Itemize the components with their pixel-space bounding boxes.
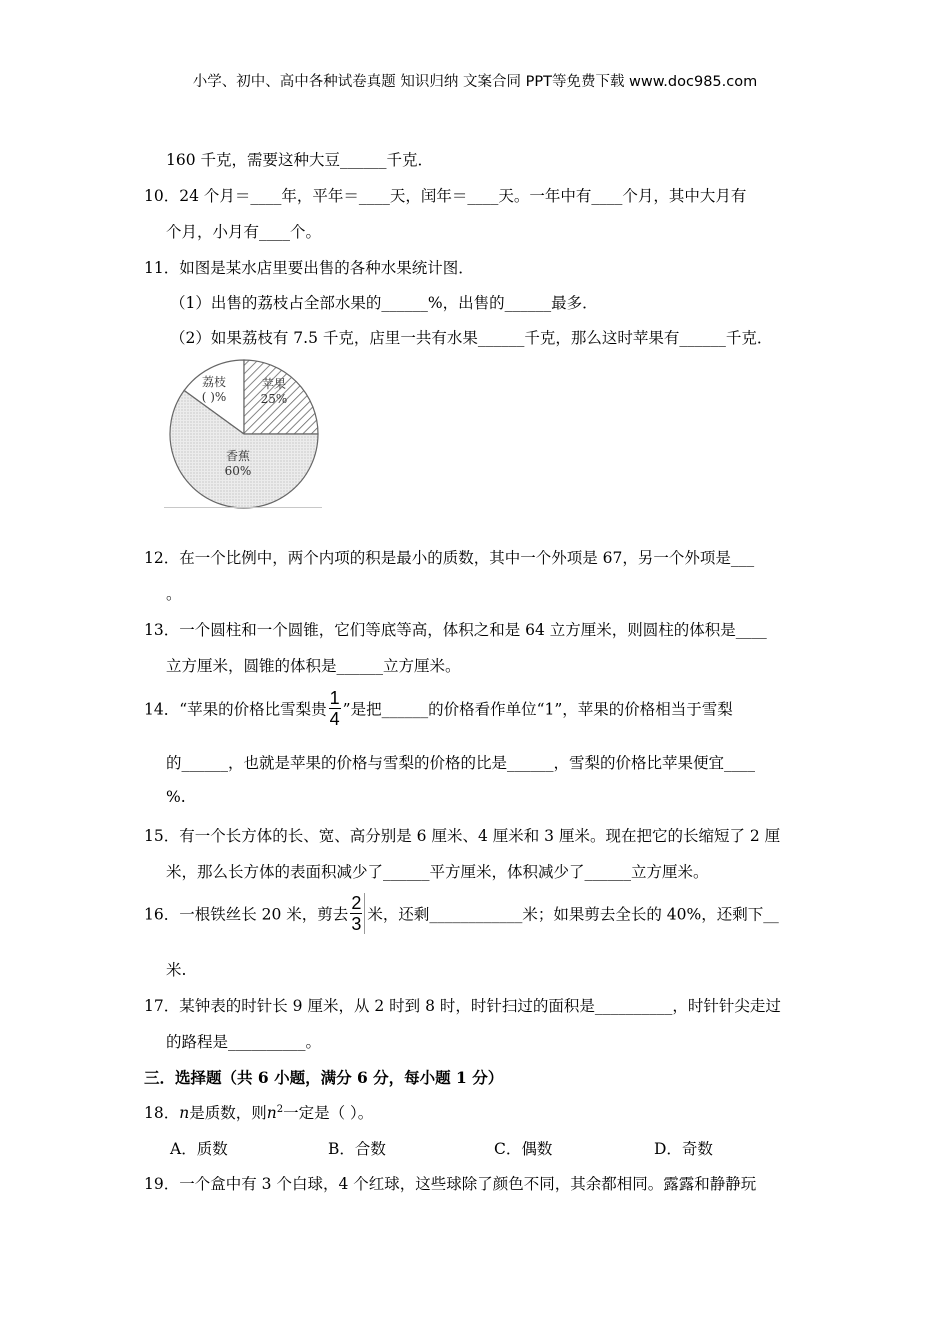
- q14-post: ”是把______的价格看作单位“1”，苹果的价格相当于雪梨: [342, 700, 733, 719]
- q13-line1: 13．一个圆柱和一个圆锥，它们等底等高，体积之和是 64 立方厘米，则圆柱的体积是____: [144, 621, 767, 639]
- q19-line1: 19．一个盒中有 3 个白球，4 个红球，这些球除了颜色不同，其余都相同。露露和静静玩: [144, 1175, 757, 1193]
- q18-exponent: 2: [276, 1103, 284, 1115]
- q13-line2: 立方厘米，圆锥的体积是______立方厘米。: [166, 657, 461, 675]
- q16-frac-den: 3: [351, 914, 362, 934]
- q10-line1: 10．24 个月＝____年，平年＝____天，闰年＝____天。一年中有____个月，其中大月有: [144, 187, 747, 205]
- q16-frac-num: 2: [351, 893, 362, 913]
- q16-pre: 16．一根铁丝长 20 米，剪去: [144, 905, 349, 924]
- q15-line1: 15．有一个长方体的长、宽、高分别是 6 厘米、4 厘米和 3 厘米。现在把它的长缩短了 2 厘: [144, 827, 781, 845]
- q11-sub2: （2）如果荔枝有 7.5 千克，店里一共有水果______千克，那么这时苹果有______千克．: [170, 329, 773, 347]
- q14-pre: 14．“苹果的价格比雪梨贵: [144, 700, 327, 719]
- q16-post: 米，还剩____________米；如果剪去全长的 40%，还剩下__: [367, 905, 779, 924]
- fruit-pie-chart: [166, 358, 322, 510]
- q16-line1: [144, 893, 779, 934]
- q14-line2: 的______，也就是苹果的价格与雪梨的价格的比是______，雪梨的价格比苹果便宜____: [166, 754, 756, 772]
- q10-line2: 个月，小月有____个。: [166, 223, 322, 241]
- q15-line2: 米，那么长方体的表面积减少了______平方厘米，体积减少了______立方厘米。: [166, 863, 709, 881]
- pie-value-3: 60%: [224, 464, 252, 478]
- pie-label-3: 香蕉: [225, 449, 251, 463]
- q11-stem: 11．如图是某水店里要出售的各种水果统计图．: [144, 259, 474, 277]
- q14-frac-den: 4: [329, 709, 340, 729]
- pie-value-1: ( )%: [201, 390, 227, 404]
- q14-frac-num: 1: [329, 688, 340, 708]
- q14-line3: %.: [166, 788, 186, 806]
- q12-line1: 12．在一个比例中，两个内项的积是最小的质数，其中一个外项是 67，另一个外项是___: [144, 549, 755, 567]
- section-heading: 三．选择题（共 6 小题，满分 6 分，每小题 1 分）: [144, 1068, 504, 1087]
- q18-num: 18．: [144, 1104, 180, 1122]
- q14-line1: [144, 688, 733, 729]
- pie-value-2: 25%: [260, 392, 288, 406]
- q18-option-a[interactable]: A．质数: [170, 1140, 228, 1158]
- q18-var-n2: n: [266, 1104, 277, 1122]
- page-header: 小学、初中、高中各种试卷真题 知识归纳 文案合同 PPT等免费下载 www.doc985.com: [192, 74, 758, 90]
- pie-label-2: 苹果: [261, 377, 287, 391]
- pie-label-1: 荔枝: [201, 375, 227, 389]
- q16-line2: 米.: [166, 961, 187, 979]
- q17-line2: 的路程是__________。: [166, 1033, 322, 1051]
- q9-tail: 160 千克，需要这种大豆______千克．: [166, 151, 434, 169]
- q18-stem: [144, 1101, 373, 1123]
- q17-line1: 17．某钟表的时针长 9 厘米，从 2 时到 8 时，时针扫过的面积是__________，时针针尖走过: [144, 997, 781, 1015]
- q18-option-b[interactable]: B．合数: [328, 1140, 386, 1158]
- q18-mid: 是质数，则: [189, 1104, 267, 1122]
- q18-option-d[interactable]: D．奇数: [654, 1140, 713, 1158]
- q14-fraction: [329, 688, 341, 729]
- q11-sub1: （1）出售的荔枝占全部水果的______%，出售的______最多．: [170, 294, 598, 312]
- chart-baseline: [164, 507, 322, 508]
- q12-line2: 。: [166, 585, 182, 603]
- q18-post: 一定是（ ）。: [283, 1104, 374, 1122]
- q18-var-n: n: [179, 1104, 190, 1122]
- q16-fraction: [350, 893, 365, 934]
- q18-option-c[interactable]: C．偶数: [494, 1140, 553, 1158]
